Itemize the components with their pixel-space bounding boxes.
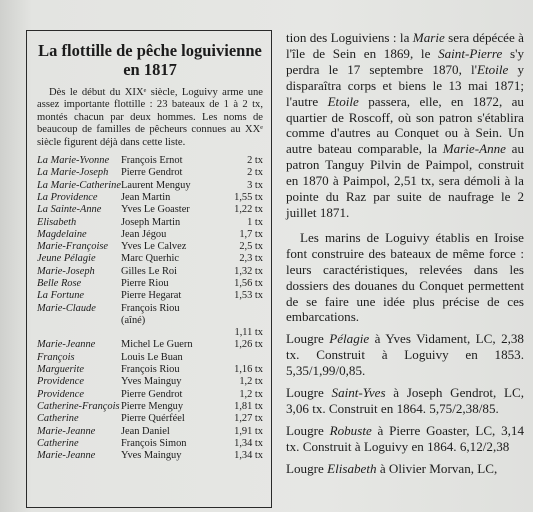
boat-tonnage (225, 352, 263, 364)
boat-row (37, 290, 263, 302)
sidebar-intro: Dès le début du XIXᵉ siècle, Loguivy arme une assez importante flottille : 23 bateaux de 1 à 2 tx, montés chacun par deux hommes. Les noms de beaucoup de familles de pêcheurs connues au XXᵉ siècle figurent déjà dans cette liste. (37, 87, 263, 148)
boat-owner: Yves Le Goaster (120, 204, 190, 216)
boat-owner: Jean Martin (120, 191, 171, 203)
boat-row (37, 229, 263, 241)
boat-row (37, 155, 263, 167)
boat-tonnage: 1,32 tx (234, 265, 263, 277)
boat-name: Belle Rose (37, 278, 82, 289)
boat-name: La Marie-Catherine (37, 179, 121, 191)
boat-row (37, 180, 263, 192)
boat-row (37, 426, 263, 438)
boat-row (37, 204, 263, 216)
boat-owner: Laurent Menguy (120, 179, 191, 191)
boat-row (37, 438, 263, 450)
boat-name (37, 315, 121, 327)
boat-tonnage: 1,26 tx (234, 339, 263, 351)
boat-tonnage: 1,81 tx (234, 400, 263, 412)
boat-row (37, 389, 263, 401)
boat-name: Marie-Jeanne (37, 339, 96, 351)
boat-tonnage (225, 315, 263, 327)
boat-tonnage: 1,55 tx (234, 191, 263, 203)
boat-tonnage: 1,34 tx (234, 450, 263, 462)
boat-tonnage: 1,27 tx (234, 413, 263, 425)
boat-row (37, 315, 263, 327)
boat-owner: Pierre Riou (120, 278, 169, 289)
boat-name: Catherine-François (37, 400, 120, 412)
boat-name: La Marie-Joseph (37, 167, 109, 179)
paragraph-iroise: Les marins de Loguivy établis en Iroise font construire des bateaux de même force : leurs caractéristiques, relevées dans les dossiers des douanes du Conquet permettent de se faire une idée plus précise de ces embarcations. (286, 229, 524, 325)
boat-row (37, 413, 263, 425)
boat-tonnage: 1,7 tx (239, 228, 263, 240)
boat-row (37, 364, 263, 376)
lougre-entry: Lougre Pélagie à Yves Vidament, LC, 2,38 tx. Construit à Loguivy en 1853. 5,35/1,99/0,85. (286, 331, 524, 379)
boat-tonnage: 1,2 tx (239, 388, 263, 400)
boat-row (37, 241, 263, 253)
boat-owner (121, 327, 225, 339)
boat-owner: Pierre Menguy (120, 400, 184, 412)
boat-tonnage: 2,3 tx (239, 253, 263, 265)
boat-row (37, 401, 263, 413)
boat-name: François (37, 351, 75, 363)
boat-row (37, 266, 263, 278)
boat-owner: Yves Le Calvez (120, 241, 187, 253)
boat-name: Marie-Claude (37, 302, 96, 314)
boat-tonnage: 1,91 tx (234, 425, 263, 437)
boat-row (37, 352, 263, 364)
boat-owner: Pierre Gendrot (120, 388, 183, 400)
boat-owner: Joseph Martin (120, 216, 181, 228)
boat-tonnage: 1,34 tx (234, 437, 263, 449)
lougre-entries (286, 331, 524, 476)
boat-owner: François Simon (120, 437, 187, 449)
boat-tonnage: 1,16 tx (234, 364, 263, 376)
boat-tonnage: 1,11 tx (234, 327, 263, 339)
boat-name: Marie-Jeanne (37, 425, 96, 437)
boat-owner: Michel Le Guern (120, 339, 193, 351)
boat-name: La Sainte-Anne (37, 204, 102, 216)
boat-owner: Yves Mainguy (120, 450, 182, 462)
boat-tonnage: 1 tx (247, 216, 263, 228)
boat-name: La Marie-Yvonne (37, 155, 110, 167)
boat-name: Marie-Joseph (37, 265, 95, 277)
boat-tonnage: 3 tx (247, 179, 263, 191)
boat-name: Marguerite (37, 364, 84, 376)
boat-row (37, 253, 263, 265)
boat-owner: Jean Jégou (120, 228, 167, 240)
boat-row (37, 339, 263, 351)
boat-name (37, 327, 121, 339)
boat-name: Marie-Jeanne (37, 450, 96, 462)
boat-tonnage: 1,56 tx (234, 278, 263, 289)
boat-row (37, 278, 263, 290)
boat-owner: (aîné) (120, 314, 146, 326)
boat-tonnage: 1,2 tx (239, 376, 263, 388)
boat-row (37, 167, 263, 179)
boat-owner: François Ernot (120, 155, 183, 167)
boat-row (37, 450, 263, 462)
boat-owner: Jean Daniel (120, 425, 170, 437)
paragraph-loguiviens: tion des Loguiviens : la Marie sera dépécée à l'île de Sein en 1869, le Saint-Pierre s'y perdra le 17 septembre 1870, l'Etoile y disparaîtra corps et biens le 13 mai 1871; l'autre Etoile passera, elle, en 1872, au quartier de Roscoff, où son patron s'établira comme d'autres au Conquet ou à Sein. Un autre bateau comparable, la Marie-Anne au patron Tanguy Pilvin de Paimpol, construit en 1870 à Paimpol, 2,51 tx, sera démoli à la pointe du Raz par suite de naufrage le 2 juillet 1871. (286, 30, 524, 220)
boat-name: Providence (37, 388, 84, 400)
boat-table (37, 155, 263, 462)
boat-name: Marie-Françoise (37, 241, 108, 253)
boat-row (37, 217, 263, 229)
boat-tonnage: 2,5 tx (239, 241, 263, 253)
boat-row (37, 303, 263, 315)
boat-tonnage: 1,22 tx (234, 204, 263, 216)
boat-owner: Louis Le Buan (120, 351, 183, 363)
lougre-entry: Lougre Robuste à Pierre Goaster, LC, 3,14 tx. Construit à Loguivy en 1864. 6,12/2,38 (286, 422, 524, 454)
boat-tonnage: 2 tx (247, 155, 263, 167)
boat-tonnage (225, 303, 263, 315)
boat-owner: Yves Mainguy (120, 376, 182, 388)
boat-owner: Gilles Le Roi (120, 265, 177, 277)
boat-row (37, 192, 263, 204)
lougre-entry: Lougre Elisabeth à Olivier Morvan, LC, (286, 460, 498, 476)
boat-name: La Fortune (37, 290, 85, 302)
boat-tonnage: 1,53 tx (234, 290, 263, 302)
boat-name: Catherine (37, 413, 79, 425)
boat-owner: Pierre Quérféel (120, 413, 185, 425)
boat-tonnage: 2 tx (247, 167, 263, 179)
main-column (286, 30, 524, 477)
boat-table-body (37, 155, 263, 462)
boat-owner: François Riou (120, 302, 180, 314)
lougre-entry: Lougre Saint-Yves à Joseph Gendrot, LC, 3,06 tx. Construit en 1864. 5,75/2,38/85. (286, 385, 525, 416)
boat-name: Elisabeth (37, 216, 77, 228)
boat-owner: Marc Querhic (120, 253, 179, 265)
boat-owner: Pierre Hegarat (120, 290, 182, 302)
boat-name: Magdelaine (37, 228, 87, 240)
boat-row (37, 376, 263, 388)
boat-row (37, 327, 263, 339)
boat-name: Catherine (37, 437, 79, 449)
boat-name: Jeune Pélagie (37, 253, 96, 265)
sidebar-box (26, 30, 272, 508)
sidebar-title: La flottille de pêche loguivienne en 1817 (38, 41, 262, 79)
boat-owner: François Riou (120, 364, 180, 376)
boat-name: Providence (37, 376, 84, 388)
boat-owner: Pierre Gendrot (120, 167, 183, 179)
boat-name: La Providence (37, 191, 98, 203)
